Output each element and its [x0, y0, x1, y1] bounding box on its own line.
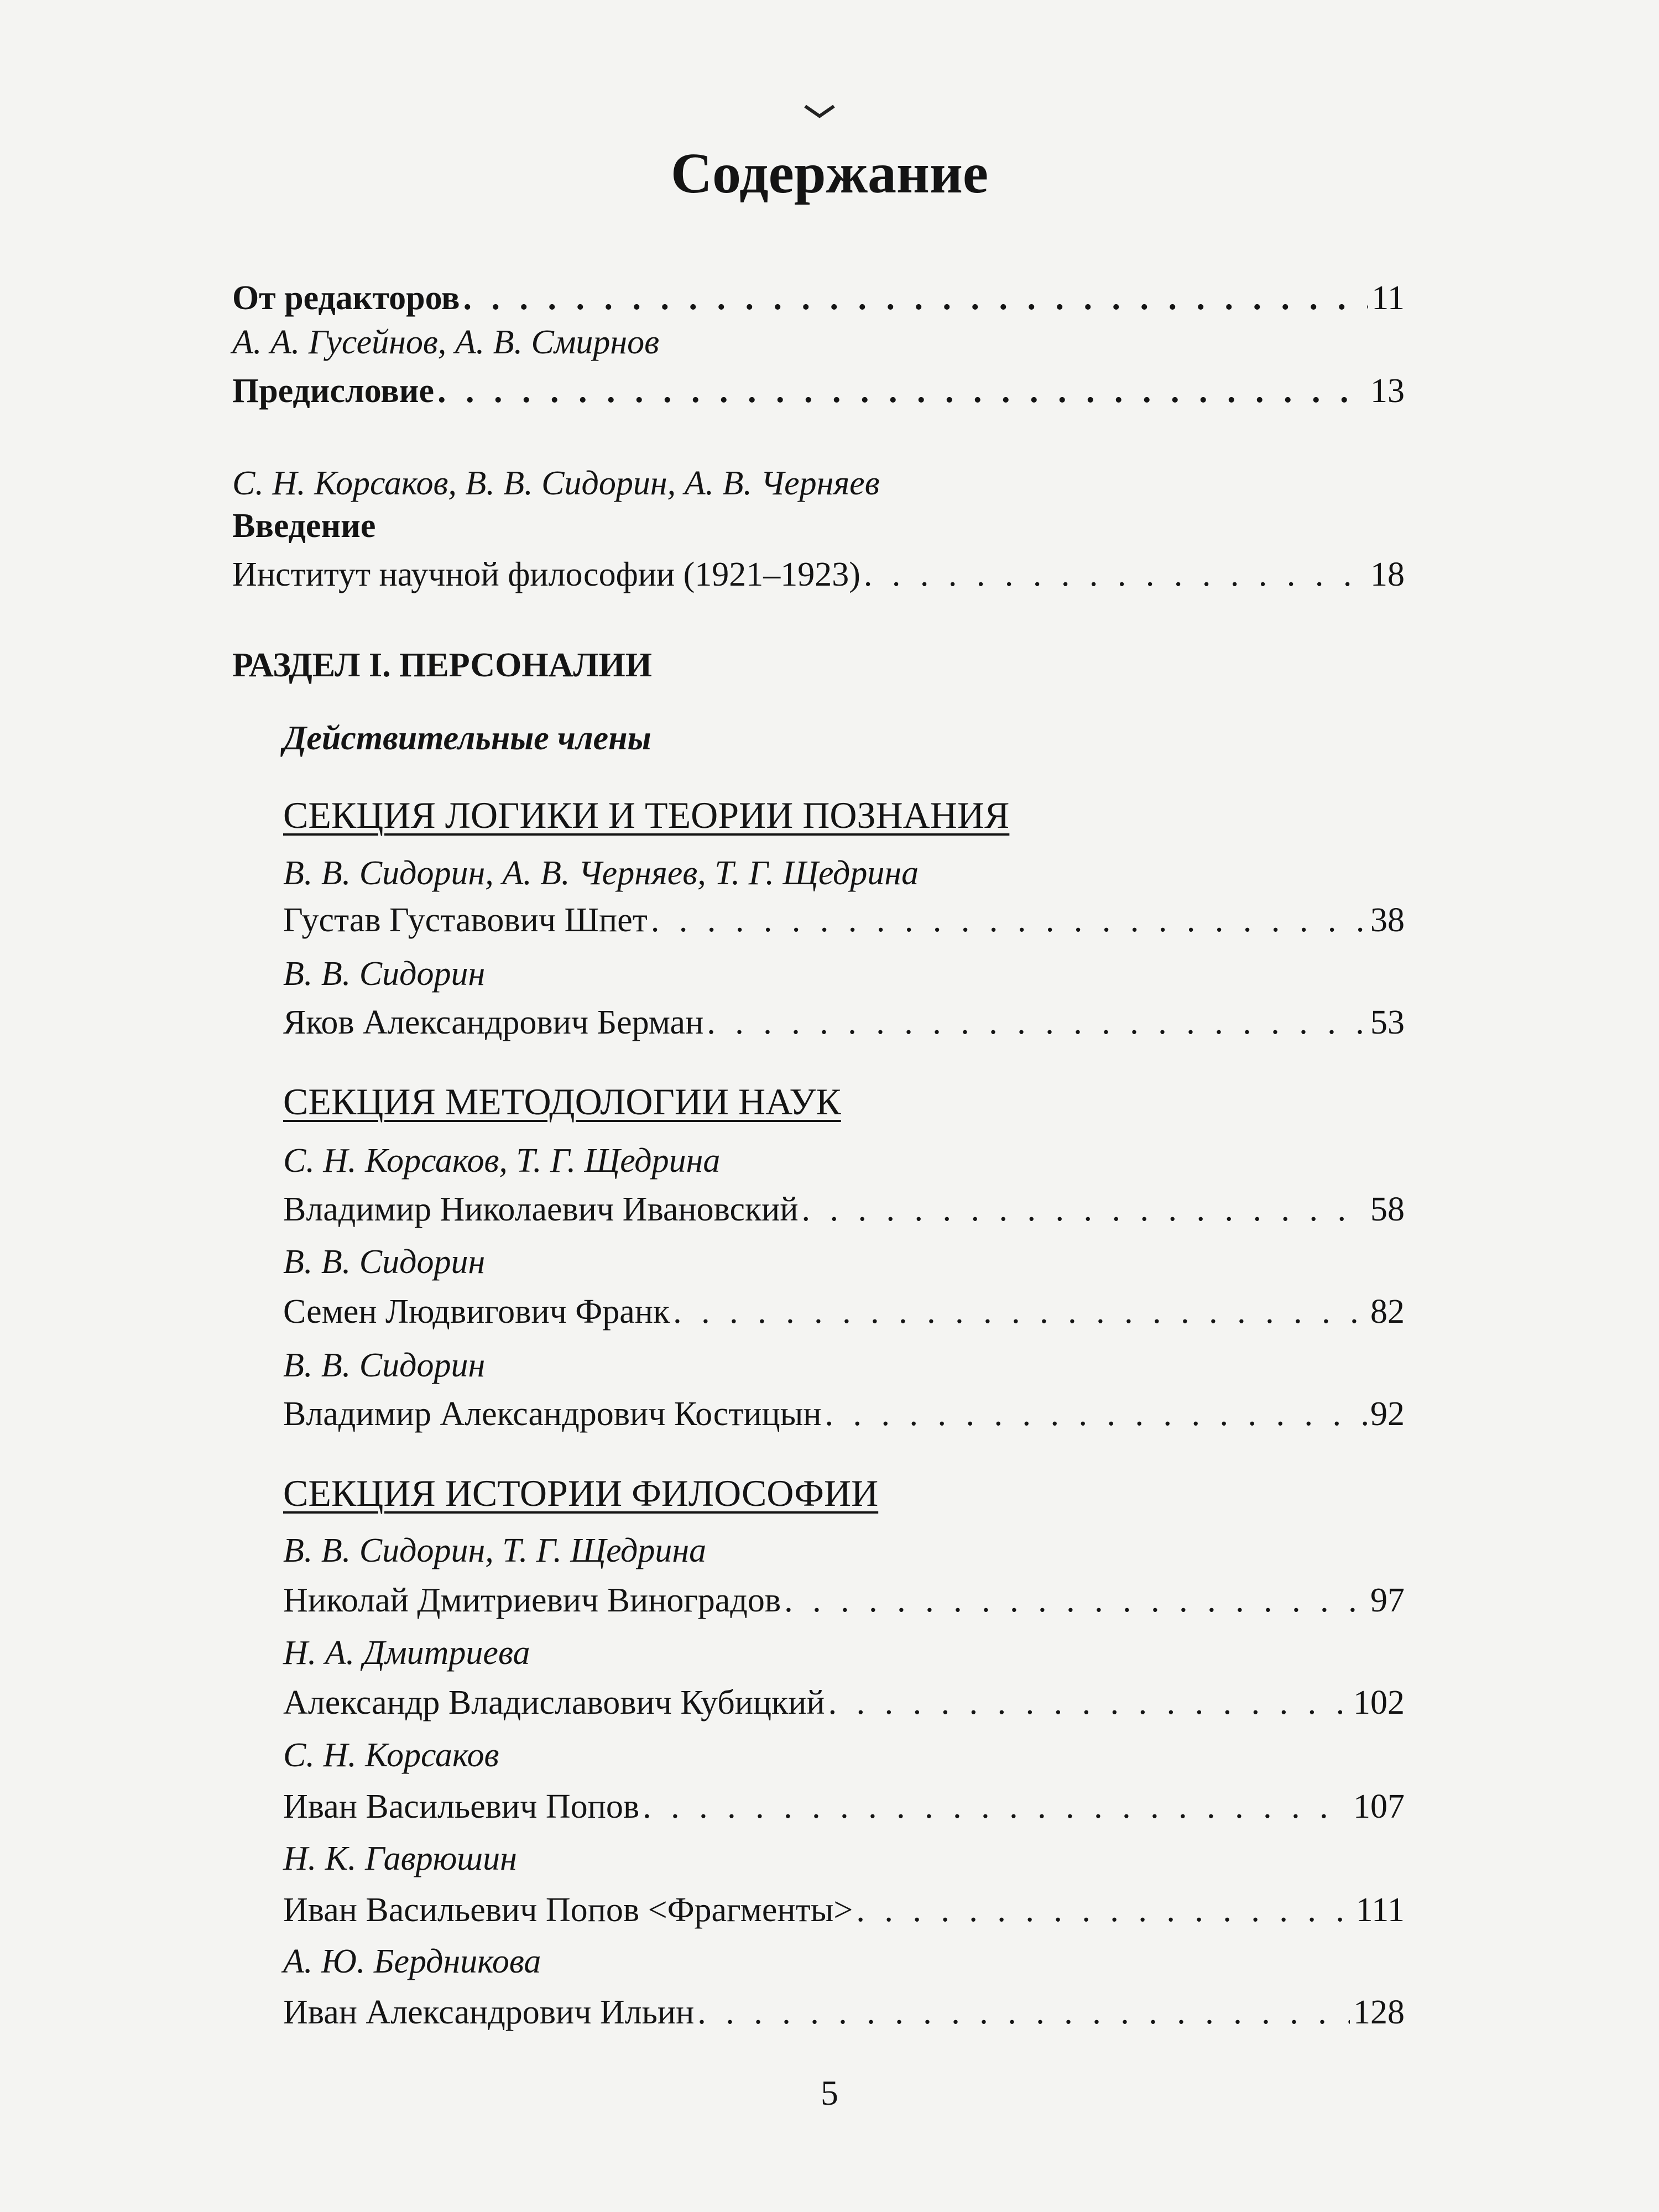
section-heading-methodology: СЕКЦИЯ МЕТОДОЛОГИИ НАУК	[283, 1081, 841, 1123]
entry-authors: А. А. Гусейнов, А. В. Смирнов	[232, 324, 660, 361]
entry-title: От редакторов	[232, 279, 460, 317]
entry-title: Владимир Николаевич Ивановский	[283, 1191, 799, 1228]
toc-entry-kubitsky[interactable]	[283, 1681, 1405, 1724]
entry-title: Густав Густавович Шпет	[283, 901, 648, 939]
toc-entry-popov-fragments[interactable]	[283, 1888, 1405, 1932]
section-heading-logic: СЕКЦИЯ ЛОГИКИ И ТЕОРИИ ПОЗНАНИЯ	[283, 794, 1010, 836]
leader-dots	[463, 276, 1369, 320]
entry-title: Иван Васильевич Попов	[283, 1788, 640, 1825]
part-heading: РАЗДЕЛ I. ПЕРСОНАЛИИ	[232, 646, 652, 684]
leader-dots	[828, 1681, 1350, 1724]
page-title: Содержание	[670, 142, 989, 205]
toc-entry-vinogradov[interactable]	[283, 1579, 1405, 1622]
toc-entry-preface[interactable]	[232, 369, 1405, 413]
entry-title: Предисловие	[232, 372, 434, 410]
entry-page: 128	[1353, 1994, 1405, 2031]
entry-heading-introduction: Введение	[232, 507, 376, 545]
entry-page: 11	[1371, 279, 1405, 317]
toc-entry-ilyin[interactable]	[283, 1991, 1405, 2034]
toc-entry-berman[interactable]	[283, 1001, 1405, 1044]
entry-authors: В. В. Сидорин	[283, 1243, 486, 1281]
leader-dots	[802, 1188, 1367, 1231]
entry-page: 13	[1370, 372, 1405, 410]
entry-title: Иван Александрович Ильин	[283, 1994, 695, 2031]
entry-authors: В. В. Сидорин, Т. Г. Щедрина	[283, 1532, 707, 1569]
entry-authors: С. Н. Корсаков	[283, 1736, 499, 1774]
entry-title: Николай Дмитриевич Виноградов	[283, 1582, 781, 1619]
entry-page: 82	[1370, 1293, 1405, 1331]
entry-page: 53	[1370, 1004, 1405, 1041]
page-number: 5	[821, 2073, 838, 2112]
entry-page: 92	[1370, 1395, 1405, 1433]
entry-authors: С. Н. Корсаков, Т. Г. Щедрина	[283, 1142, 721, 1180]
toc-entry-shpet[interactable]	[283, 899, 1405, 942]
leader-dots	[673, 1290, 1367, 1333]
entry-title: Александр Владиславович Кубицкий	[283, 1684, 825, 1721]
leader-dots	[697, 1991, 1350, 2034]
toc-entry-popov[interactable]	[283, 1785, 1405, 1828]
leader-dots	[856, 1888, 1352, 1932]
leader-dots	[825, 1392, 1367, 1436]
toc-entry-frank[interactable]	[283, 1290, 1405, 1333]
entry-authors: С. Н. Корсаков, В. В. Сидорин, А. В. Черняев	[232, 465, 880, 502]
toc-entry-editors[interactable]	[232, 276, 1405, 320]
page-notch-mark	[803, 103, 836, 119]
toc-entry-institute[interactable]	[232, 553, 1405, 596]
entry-authors: А. Ю. Бердникова	[283, 1943, 541, 1980]
leader-dots	[651, 899, 1367, 942]
section-heading-history: СЕКЦИЯ ИСТОРИИ ФИЛОСОФИИ	[283, 1472, 879, 1514]
entry-authors: В. В. Сидорин	[283, 1347, 486, 1384]
subpart-heading: Действительные члены	[283, 719, 651, 757]
entry-page: 38	[1370, 901, 1405, 939]
entry-title: Владимир Александрович Костицын	[283, 1395, 822, 1433]
entry-authors: В. В. Сидорин	[283, 955, 486, 993]
leader-dots	[437, 369, 1367, 413]
leader-dots	[643, 1785, 1350, 1828]
entry-page: 58	[1370, 1191, 1405, 1228]
toc-entry-ivanovsky[interactable]	[283, 1188, 1405, 1231]
entry-authors: Н. К. Гаврюшин	[283, 1840, 517, 1877]
entry-title: Семен Людвигович Франк	[283, 1293, 670, 1331]
leader-dots	[784, 1579, 1367, 1622]
entry-title: Яков Александрович Берман	[283, 1004, 704, 1041]
entry-page: 97	[1370, 1582, 1405, 1619]
entry-title: Иван Васильевич Попов <Фрагменты>	[283, 1891, 853, 1929]
entry-authors: В. В. Сидорин, А. В. Черняев, Т. Г. Щедрина	[283, 854, 919, 892]
entry-title: Институт научной философии (1921–1923)	[232, 556, 860, 593]
entry-authors: Н. А. Дмитриева	[283, 1634, 530, 1672]
entry-page: 102	[1353, 1684, 1405, 1721]
toc-entry-kostitsyn[interactable]	[283, 1392, 1405, 1436]
entry-page: 107	[1353, 1788, 1405, 1825]
entry-page: 18	[1370, 556, 1405, 593]
leader-dots	[864, 553, 1367, 596]
leader-dots	[707, 1001, 1367, 1044]
entry-page: 111	[1355, 1891, 1405, 1929]
